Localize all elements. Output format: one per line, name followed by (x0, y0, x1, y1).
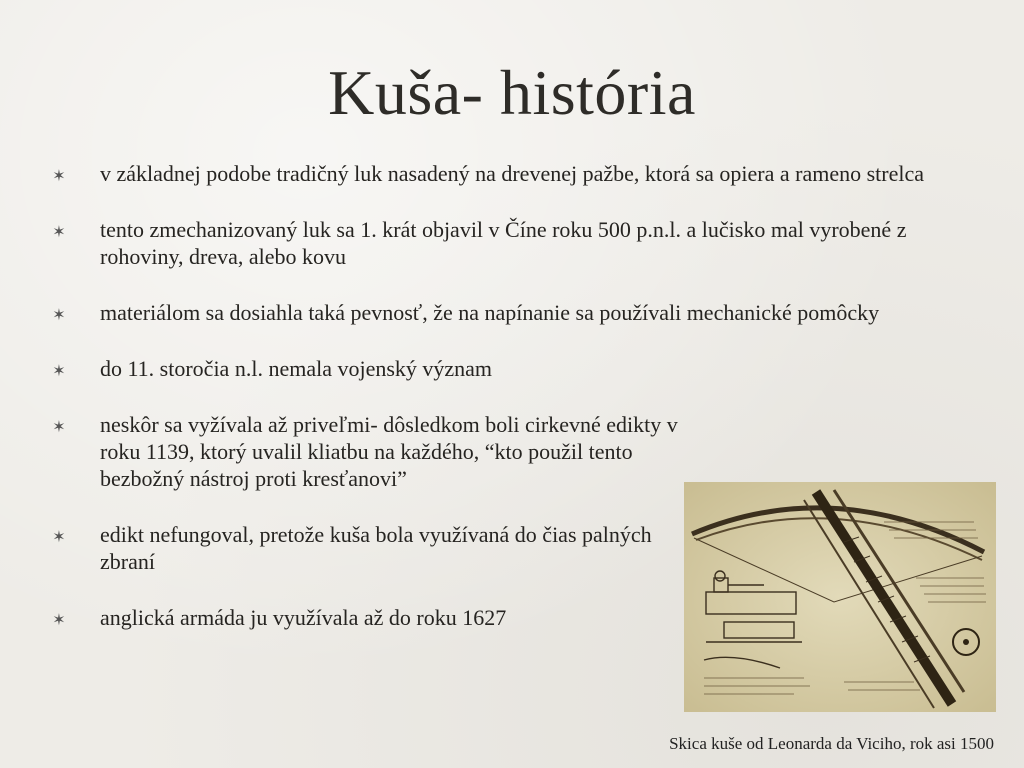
star-bullet-icon: ✶ (52, 222, 66, 241)
bullet-text: neskôr sa vyžívala až priveľmi- dôsledkom boli cirkevné edikty v roku 1139, ktorý uvalil kliatbu na každého, “kto použil tento bezbožný nástroj proti kresťanovi” (100, 412, 678, 491)
bullet-text: edikt nefungoval, pretože kuša bola využívaná do čias palných zbraní (100, 522, 652, 574)
slide-title: Kuša- história (328, 57, 696, 128)
star-bullet-icon: ✶ (52, 361, 66, 380)
bullet-item (48, 604, 690, 631)
bullet-item (48, 299, 968, 326)
bullet-text: v základnej podobe tradičný luk nasadený na drevenej pažbe, ktorá sa opiera a rameno strelca (100, 161, 925, 186)
bullet-item (48, 411, 690, 492)
bullet-text: materiálom sa dosiahla taká pevnosť, že na napínanie sa používali mechanické pomôcky (100, 300, 880, 325)
bullet-item (48, 160, 968, 187)
star-bullet-icon: ✶ (52, 305, 66, 324)
star-bullet-icon: ✶ (52, 527, 66, 546)
sketch-drawing (684, 482, 996, 712)
bullet-text: do 11. storočia n.l. nemala vojenský význam (100, 356, 493, 381)
bullet-text: tento zmechanizovaný luk sa 1. krát objavil v Číne roku 500 p.n.l. a lučisko mal vyrobené z rohoviny, dreva, alebo kovu (100, 217, 907, 269)
star-bullet-icon: ✶ (52, 610, 66, 629)
bullet-text: anglická armáda ju využívala až do roku 1627 (100, 605, 507, 630)
image-caption: Skica kuše od Leonarda da Viciho, rok asi 1500 (669, 734, 994, 753)
bullet-item (48, 521, 690, 575)
star-bullet-icon: ✶ (52, 417, 66, 436)
bullet-item (48, 216, 968, 270)
star-bullet-icon: ✶ (52, 166, 66, 185)
crossbow-sketch-image (684, 482, 996, 712)
bullet-item (48, 355, 968, 382)
